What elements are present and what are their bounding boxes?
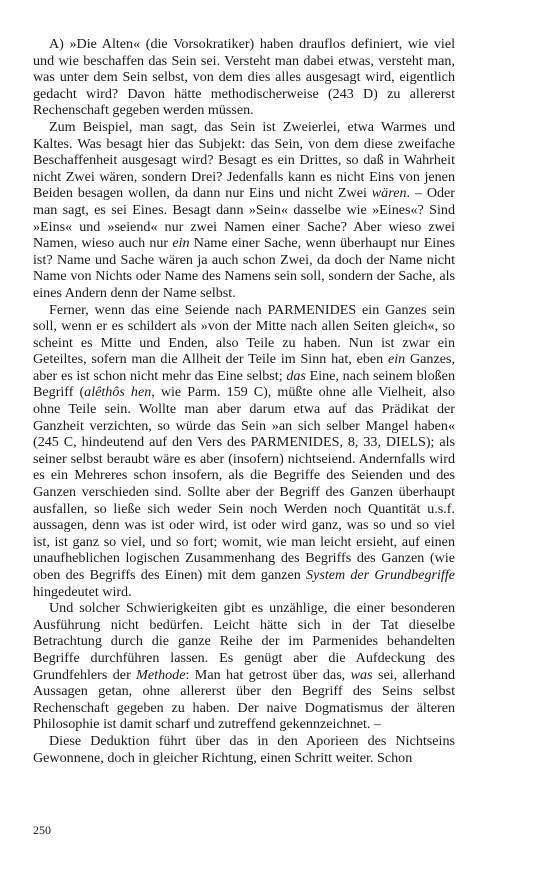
italic-text: Methode	[136, 666, 186, 683]
italic-text: alêthôs hen	[84, 384, 152, 401]
text-run: ); als seiner selbst beraubt wäre es aber (insofern) nichtseiend. Andernfalls wird es ein Mehreres schon insofern, als die Begriffe des Seienden und des Ganzen verschieden sind. Sollte aber der Begriff des Ganzen überhaupt ausfallen, so ließe sich weder Sein noch Werden noch Quantität u.s.f. aussagen, denn was ist oder wird, ist oder wird ganz, was so und so viel ist, ist ganz so viel, und so fort; womit, wie man leicht ersieht, auf einen unaufheblichen logischen Zusammenhang des Begriffs des Ganzen (wie oben des Begriffs des Einen) mit dem ganzen	[33, 434, 455, 583]
small-caps-name: PARMENIDES	[250, 434, 340, 451]
text-run: Eine, nach seinem bloßen Begriff (	[33, 367, 455, 401]
text-run: : Man hat getrost über das,	[185, 666, 351, 683]
text-run: Ganzes, aber es ist schon nicht mehr das Eine selbst;	[33, 351, 455, 384]
paragraph	[33, 36, 455, 119]
text-run: Name einer Sache, wenn überhaupt nur Eines ist? Name und Sache wären ja auch schon Zwei, da doch der Name nicht Name von Nichts oder Name des Namens sein soll, sondern der Sache, als eines Andern denn der Name selbst.	[33, 235, 456, 301]
small-caps-name: DIELS	[385, 434, 426, 451]
small-caps-name: PARMENIDES	[267, 301, 357, 318]
italic-text: was	[350, 666, 373, 683]
text-run: , wie Parm. 159 C), müßte ohne alle Vielheit, also ohne Teile sein. Wollte man aber darum etwa auf das Prädikat der Ganzheit verzichten, so würde das Sein »an sich selber Mangel haben« (245 C, hindeutend auf den Vers des	[33, 384, 455, 451]
paragraph	[33, 119, 455, 302]
text-run: . – Oder man sagt, es sei Eines. Besagt dann »Sein« dasselbe wie »Eines«? Sind »Eins« und »seiend« nur zwei Namen einer Sache? Aber wieso zwei Namen, wieso auch nur	[33, 185, 455, 252]
text-run: A) »Die Alten« (die Vorsokratiker) haben drauflos definiert, wie viel und wie beschaffen das Sein sei. Versteht man dabei etwas, versteht man, was unter dem Sein selbst, von dem dies alles ausgesagt wird, eigentlich gedacht wird? Davon hätte methodischerweise (243 D) zu allererst Rechenschaft gegeben werden müssen.	[33, 36, 455, 119]
paragraph	[33, 302, 455, 601]
text-run: sei, allerhand Aussagen getan, ohne allererst über den Begriff des Seins selbst Rechenschaft gegeben zu haben. Der naive Dogmatismus der älteren Philosophie ist damit scharf und zutreffend gekennzeichnet. –	[33, 666, 455, 733]
italic-text: System der Grundbegriffe	[306, 567, 455, 583]
italic-text: das	[286, 367, 306, 384]
text-run: Und solcher Schwierigkeiten gibt es unzählige, die einer besonderen Ausführung nicht bedürfen. Leicht hätte sich in der Tat dieselbe Betrachtung durch die ganze Reihe der im Parmenides behandelten Begriffe durchführen lassen. Es genügt aber die Aufdeckung des Grundfehlers der	[33, 600, 455, 683]
body-text	[33, 36, 455, 766]
italic-text: ein	[388, 351, 406, 368]
paragraph	[33, 733, 455, 766]
italic-text: wären	[371, 185, 407, 202]
text-run: Ferner, wenn das eine Seiende nach	[49, 301, 268, 318]
text-run: Diese Deduktion führt über das in den Aporieen des Nichtseins Gewonnene, doch in gleicher Richtung, einen Schritt weiter. Schon	[33, 732, 455, 766]
text-run: hingedeutet wird.	[33, 583, 132, 600]
paragraph	[33, 600, 455, 733]
text-run: , 8, 33,	[339, 434, 386, 451]
italic-text: ein	[172, 235, 190, 252]
text-run: ein Ganzes sein soll, wenn er es schildert als »von der Mitte nach allen Seiten gleich«, so scheint es Mitte und Enden, also Teile zu haben. Nun ist zwar ein Geteiltes, sofern man die Allheit der Teile im Sinn hat, eben	[33, 301, 456, 368]
page-number: 250	[33, 823, 51, 837]
text-run: Zum Beispiel, man sagt, das Sein ist Zweierlei, etwa Warmes und Kaltes. Was besagt hier das Subjekt: das Sein, von dem diese zweifache Beschaffenheit ausgesagt wird? Besagt es ein Drittes, so daß in Wahrheit nicht Zwei wären, sondern Drei? Jedenfalls kann es nicht Eins von jenen Beiden besagen wollen, da dann nur Eins und nicht Zwei	[33, 118, 455, 202]
